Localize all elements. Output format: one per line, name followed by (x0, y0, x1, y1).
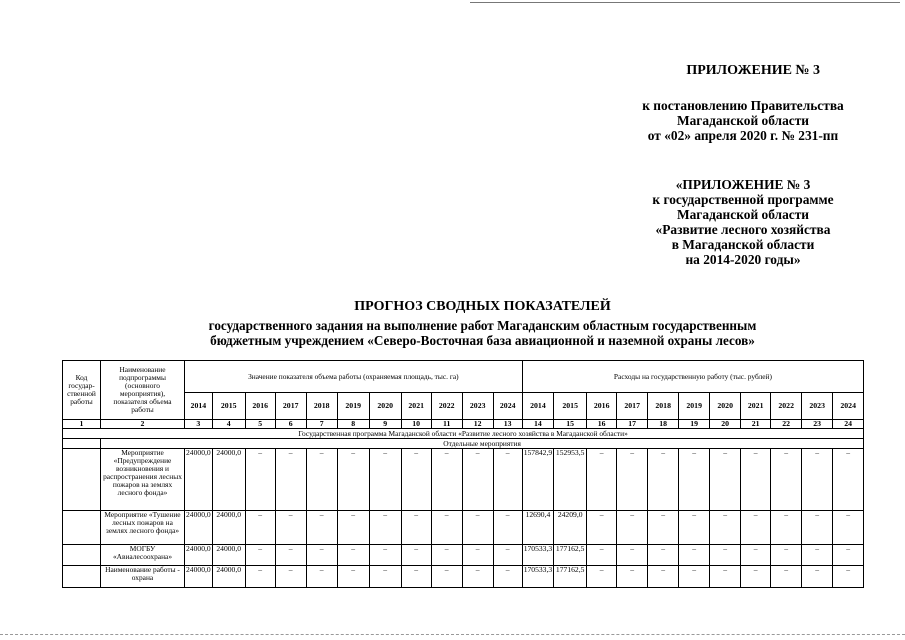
volume-cell: 24000,0 (185, 545, 213, 566)
volume-cell: – (306, 545, 337, 566)
volume-cell: – (369, 449, 401, 511)
program-line: «ПРИЛОЖЕНИЕ № 3 (675, 177, 811, 192)
column-number: 3 (185, 420, 213, 429)
expense-cell: – (617, 511, 648, 545)
name-cell: МОГБУ «Авиалесоохрана» (101, 545, 185, 566)
expense-cell: – (710, 511, 741, 545)
column-number: 14 (522, 420, 553, 429)
volume-cell: 24000,0 (212, 566, 245, 588)
volume-cell: – (493, 566, 522, 588)
subtitle-line: государственного задания на выполнение работ Магаданским областным государственным (208, 318, 757, 333)
volume-cell: – (369, 545, 401, 566)
volume-cell: – (401, 449, 431, 511)
column-number: 2 (101, 420, 185, 429)
expense-cell: – (771, 566, 802, 588)
volume-cell: – (245, 449, 275, 511)
table-row (63, 449, 864, 511)
volume-cell: 24000,0 (185, 511, 213, 545)
program-line: «Развитие лесного хозяйства (655, 222, 831, 237)
volume-cell: – (462, 449, 493, 511)
expense-cell: – (587, 566, 617, 588)
volume-cell: – (275, 511, 306, 545)
volume-cell: 24000,0 (212, 511, 245, 545)
volume-cell: – (337, 566, 369, 588)
code-cell (63, 449, 101, 511)
expense-cell: – (771, 449, 802, 511)
column-number: 17 (617, 420, 648, 429)
expense-cell: – (617, 545, 648, 566)
data-rows (63, 449, 864, 588)
column-number: 23 (802, 420, 833, 429)
volume-cell: – (306, 511, 337, 545)
top-rule (470, 2, 900, 3)
year-header: 2020 (710, 393, 741, 420)
section-row: Отдельные мероприятия (101, 439, 864, 449)
column-number: 20 (710, 420, 741, 429)
program-line: Магаданской области (676, 207, 810, 222)
header-code: Код государ-ственной работы (63, 361, 101, 420)
expense-cell: – (587, 449, 617, 511)
column-number: 21 (741, 420, 771, 429)
volume-cell: – (275, 566, 306, 588)
expense-cell: 177162,5 (554, 566, 587, 588)
volume-cell: – (337, 449, 369, 511)
program-line: в Магаданской области (671, 237, 815, 252)
expense-cell: – (710, 545, 741, 566)
year-header: 2023 (462, 393, 493, 420)
expense-cell: – (648, 449, 679, 511)
program-row: Государственная программа Магаданской области «Развитие лесного хозяйства в Магаданской области» (63, 429, 864, 439)
volume-cell: – (462, 566, 493, 588)
column-number: 22 (771, 420, 802, 429)
volume-cell: – (369, 511, 401, 545)
column-number: 15 (554, 420, 587, 429)
expense-cell: – (648, 545, 679, 566)
volume-cell: – (462, 511, 493, 545)
year-header: 2021 (401, 393, 431, 420)
column-number: 18 (648, 420, 679, 429)
column-number: 6 (275, 420, 306, 429)
code-cell (63, 566, 101, 588)
expense-cell: – (771, 545, 802, 566)
column-number: 10 (401, 420, 431, 429)
volume-cell: – (401, 511, 431, 545)
volume-cell: – (306, 566, 337, 588)
column-number: 1 (63, 420, 101, 429)
year-header: 2022 (771, 393, 802, 420)
year-header: 2015 (554, 393, 587, 420)
expense-cell: 157842,9 (522, 449, 553, 511)
column-number: 16 (587, 420, 617, 429)
volume-cell: – (401, 566, 431, 588)
expense-cell: – (617, 566, 648, 588)
expense-cell: 152953,5 (554, 449, 587, 511)
indicators-table (62, 360, 864, 588)
expense-cell: – (710, 566, 741, 588)
column-number: 13 (493, 420, 522, 429)
expense-cell: – (741, 511, 771, 545)
year-header: 2022 (431, 393, 462, 420)
year-header: 2024 (493, 393, 522, 420)
column-number: 24 (833, 420, 864, 429)
year-header: 2019 (679, 393, 710, 420)
appendix-title: ПРИЛОЖЕНИЕ № 3 (686, 63, 820, 78)
volume-cell: 24000,0 (185, 566, 213, 588)
expense-cell: – (833, 449, 864, 511)
column-number: 9 (369, 420, 401, 429)
table-row (63, 566, 864, 588)
expense-cell: – (648, 566, 679, 588)
name-cell: Мероприятие «Тушение лесных пожаров на землях лесного фонда» (101, 511, 185, 545)
volume-cell: – (431, 545, 462, 566)
year-header: 2023 (802, 393, 833, 420)
year-header: 2016 (245, 393, 275, 420)
volume-cell: – (306, 449, 337, 511)
volume-cell: – (245, 545, 275, 566)
column-number: 5 (245, 420, 275, 429)
volume-cell: – (493, 511, 522, 545)
expense-cell: 12690,4 (522, 511, 553, 545)
expense-cell: – (802, 566, 833, 588)
year-header: 2020 (369, 393, 401, 420)
volume-cell: – (275, 449, 306, 511)
name-cell: Мероприятие «Предупреждение возникновения и распространения лесных пожаров на землях лесного фонда» (101, 449, 185, 511)
volume-cell: – (493, 449, 522, 511)
bottom-rule (0, 634, 905, 635)
header-expense: Расходы на государственную работу (тыс. рублей) (522, 361, 863, 393)
expense-cell: – (802, 511, 833, 545)
column-number: 19 (679, 420, 710, 429)
code-cell (63, 511, 101, 545)
expense-cell: – (833, 566, 864, 588)
volume-cell: – (275, 545, 306, 566)
expense-cell: – (802, 545, 833, 566)
year-header: 2019 (337, 393, 369, 420)
expense-cell: – (679, 449, 710, 511)
volume-cell: – (431, 566, 462, 588)
document-title: ПРОГНОЗ СВОДНЫХ ПОКАЗАТЕЛЕЙ (354, 299, 611, 314)
column-number: 11 (431, 420, 462, 429)
column-number: 4 (212, 420, 245, 429)
program-line: к государственной программе (652, 192, 834, 207)
year-header: 2018 (306, 393, 337, 420)
expense-cell: – (679, 545, 710, 566)
name-cell: Наименование работы - охрана (101, 566, 185, 588)
column-number: 7 (306, 420, 337, 429)
volume-cell: – (462, 545, 493, 566)
expense-cell: – (741, 566, 771, 588)
program-reference (623, 177, 863, 267)
year-header: 2014 (185, 393, 213, 420)
expense-cell: 170533,3 (522, 566, 553, 588)
header-name: Наименование подпрограммы (основного мероприятия), показателя объема работы (101, 361, 185, 420)
resolution-line: от «02» апреля 2020 г. № 231-пп (647, 128, 839, 143)
volume-cell: – (337, 545, 369, 566)
expense-cell: – (741, 545, 771, 566)
expense-cell: 170533,3 (522, 545, 553, 566)
volume-cell: – (431, 449, 462, 511)
section-spacer (63, 439, 101, 449)
expense-cell: – (833, 511, 864, 545)
volume-cell: – (431, 511, 462, 545)
resolution-reference (623, 98, 863, 143)
column-number: 12 (462, 420, 493, 429)
year-header: 2024 (833, 393, 864, 420)
year-header: 2014 (522, 393, 553, 420)
expense-cell: – (617, 449, 648, 511)
code-cell (63, 545, 101, 566)
year-header: 2021 (741, 393, 771, 420)
volume-cell: – (245, 511, 275, 545)
column-number: 8 (337, 420, 369, 429)
expense-cell: 24209,0 (554, 511, 587, 545)
resolution-line: к постановлению Правительства (642, 98, 844, 113)
expense-cell: 177162,5 (554, 545, 587, 566)
volume-cell: – (245, 566, 275, 588)
expense-cell: – (710, 449, 741, 511)
expense-cell: – (679, 566, 710, 588)
column-number-row (63, 420, 864, 429)
table-row (63, 511, 864, 545)
year-header: 2017 (617, 393, 648, 420)
program-line: на 2014-2020 годы» (685, 252, 801, 267)
expense-cell: – (802, 449, 833, 511)
year-header: 2017 (275, 393, 306, 420)
volume-cell: – (337, 511, 369, 545)
header-volume: Значение показателя объема работы (охраняемая площадь, тыс. га) (185, 361, 523, 393)
expense-cell: – (771, 511, 802, 545)
year-header: 2016 (587, 393, 617, 420)
document-subtitle (60, 318, 905, 348)
volume-cell: 24000,0 (212, 449, 245, 511)
year-header: 2015 (212, 393, 245, 420)
expense-cell: – (679, 511, 710, 545)
volume-cell: – (369, 566, 401, 588)
subtitle-line: бюджетным учреждением «Северо-Восточная база авиационной и наземной охраны лесов» (210, 333, 755, 348)
volume-cell: – (401, 545, 431, 566)
table-row (63, 545, 864, 566)
resolution-line: Магаданской области (676, 113, 810, 128)
volume-cell: 24000,0 (212, 545, 245, 566)
expense-cell: – (587, 511, 617, 545)
expense-cell: – (587, 545, 617, 566)
volume-cell: 24000,0 (185, 449, 213, 511)
expense-cell: – (741, 449, 771, 511)
expense-cell: – (833, 545, 864, 566)
volume-cell: – (493, 545, 522, 566)
year-header: 2018 (648, 393, 679, 420)
expense-cell: – (648, 511, 679, 545)
